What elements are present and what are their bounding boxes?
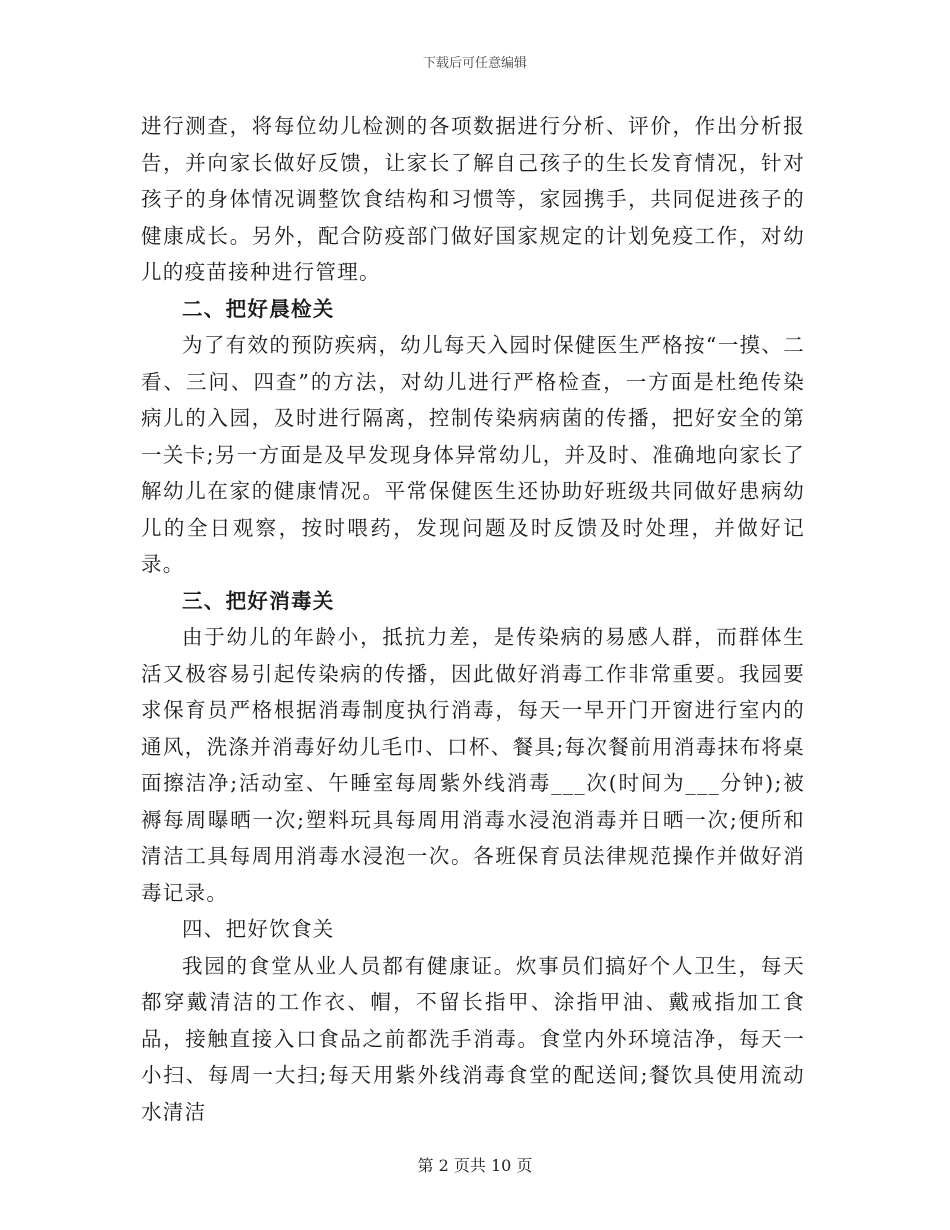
document-body — [141, 108, 805, 1130]
section-heading-disinfection: 三、把好消毒关 — [182, 588, 335, 613]
paragraph-disinfection: 由于幼儿的年龄小，抵抗力差，是传染病的易感人群，而群体生活又极容易引起传染病的传播，因此做好消毒工作非常重要。我园要求保育员严格根据消毒制度执行消毒，每天一早开门开窗进行室内的通风，洗涤并消毒好幼儿毛巾、口杯、餐具;每次餐前用消毒抹布将桌面擦洁净;活动室、午睡室每周紫外线消毒___次(时间为___分钟);被褥每周曝晒一次;塑料玩具每周用消毒水浸泡消毒并日晒一次;便所和清洁工具每周用消毒水浸泡一次。各班保育员法律规范操作并做好消毒记录。 — [141, 625, 805, 905]
section-heading-diet: 四、把好饮食关 — [182, 917, 335, 941]
page-number: 第 2 页共 10 页 — [417, 1156, 533, 1175]
section-heading-morning-check: 二、把好晨检关 — [182, 296, 335, 321]
page-header-note: 下载后可任意编辑 — [422, 56, 527, 71]
paragraph-continued: 进行测查，将每位幼儿检测的各项数据进行分析、评价，作出分析报告，并向家长做好反馈，让家长了解自己孩子的生长发育情况，针对孩子的身体情况调整饮食结构和习惯等，家园携手，共同促进孩子的健康成长。另外，配合防疫部门做好国家规定的计划免疫工作，对幼儿的疫苗接种进行管理。 — [141, 114, 805, 284]
paragraph-diet: 我园的食堂从业人员都有健康证。炊事员们搞好个人卫生，每天都穿戴清洁的工作衣、帽，不留长指甲、涂指甲油、戴戒指加工食品，接触直接入口食品之前都洗手消毒。食堂内外环境洁净，每天一小扫、每周一大扫;每天用紫外线消毒食堂的配送间;餐饮具使用流动水清洁 — [141, 953, 805, 1124]
paragraph-morning-check: 为了有效的预防疾病，幼儿每天入园时保健医生严格按“一摸、二看、三问、四查”的方法，对幼儿进行严格检查，一方面是杜绝传染病儿的入园，及时进行隔离，控制传染病病菌的传播，把好安全的第一关卡;另一方面是及早发现身体异常幼儿，并及时、准确地向家长了解幼儿在家的健康情况。平常保健医生还协助好班级共同做好患病幼儿的全日观察，按时喂药，发现问题及时反馈及时处理，并做好记录。 — [141, 333, 805, 576]
